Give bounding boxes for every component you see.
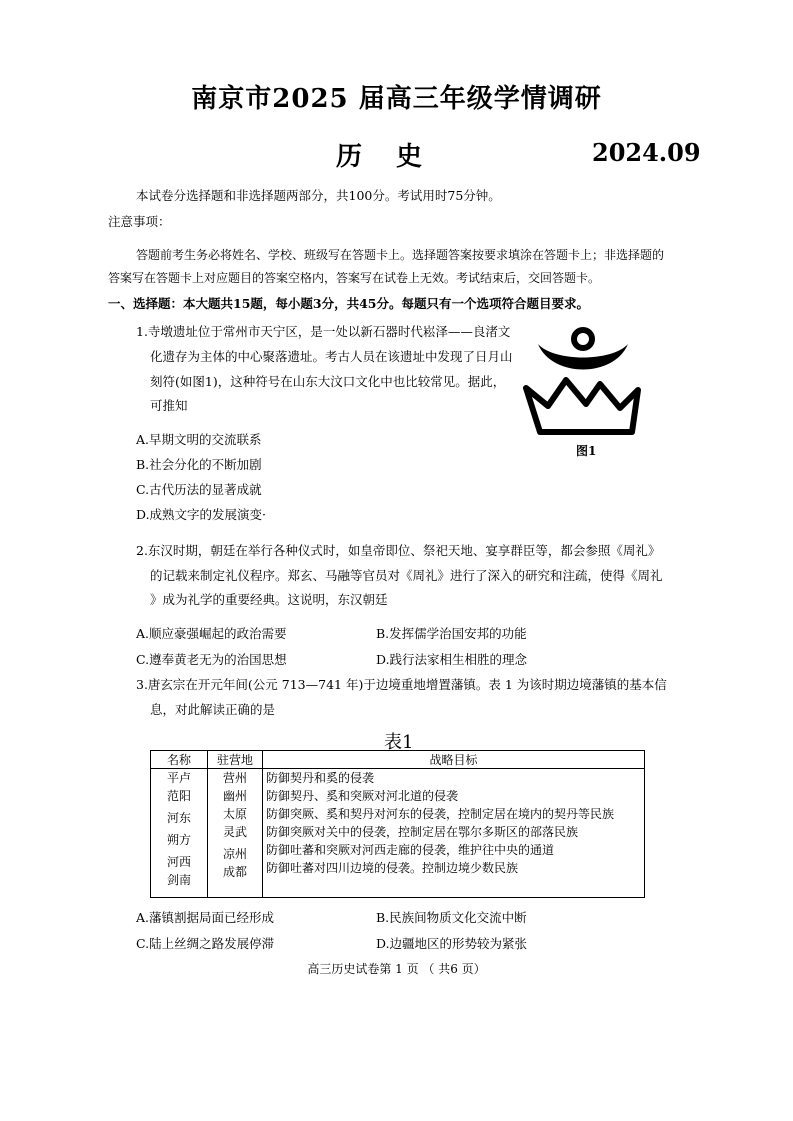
base-item: 成都 <box>222 865 247 879</box>
q3-option-a: A.藩镇割据局面已经形成 <box>136 910 275 925</box>
subject-title: 历史 <box>336 142 457 172</box>
table-header-cell: 战略目标 <box>263 751 645 769</box>
notice-label: 注意事项： <box>108 214 171 229</box>
figure-1-caption: 图1 <box>576 444 597 458</box>
notice-line-2: 答案写在答题卡上对应题目的答案空格内，答案写在试卷上无效。考试结束后，交回答题卡。 <box>108 271 601 285</box>
table-1-title: 表1 <box>384 732 414 753</box>
q3-line-2: 息，对此解读正确的是 <box>150 702 276 717</box>
q1-line-2: 化遗存为主体的中心聚落遗址。考古人员在该遗址中发现了日月山 <box>150 349 513 364</box>
section-heading: 一、选择题：本大题共15题，每小题3分，共45分。每题只有一个选项符合题目要求。 <box>108 296 589 311</box>
table-row <box>151 769 645 898</box>
q2-option-d: D.践行法家相生相胜的理念 <box>376 652 528 667</box>
q3-option-c: C.陆上丝绸之路发展停滞 <box>136 936 275 951</box>
base-item: 营州 <box>222 771 247 785</box>
q1-option-b: B.社会分化的不断加剧 <box>136 457 262 472</box>
goal-item: 防御吐蕃对四川边境的侵袭。控制边境少数民族 <box>266 861 519 875</box>
goal-item: 防御契丹和奚的侵袭 <box>266 771 375 785</box>
name-item: 河西 <box>166 855 191 869</box>
name-item: 范阳 <box>166 789 191 803</box>
q3-option-d: D.边疆地区的形势较为紧张 <box>376 936 528 951</box>
notice-line-1: 答题前考生务必将姓名、学校、班级写在答题卡上。选择题答案按要求填涂在答题卡上；非选择题的 <box>136 248 665 262</box>
table-1 <box>150 750 645 898</box>
names-cell <box>151 769 208 898</box>
q2-line-2: 的记载来制定礼仪程序。郑玄、马融等官员对《周礼》进行了深入的研究和注疏，使得《周礼 <box>150 568 663 583</box>
name-item: 剑南 <box>166 873 191 887</box>
goal-item: 防御契丹、奚和突厥对河北道的侵袭 <box>266 789 459 803</box>
goal-item: 防御突厥、奚和契丹对河东的侵袭，控制定居在境内的契丹等民族 <box>266 807 615 821</box>
q2-option-b: B.发挥儒学治国安邦的功能 <box>376 626 527 641</box>
table-header-cell: 名称 <box>151 751 208 769</box>
q1-line-3: 刻符(如图1)，这种符号在山东大汶口文化中也比较常见。据此， <box>150 374 506 389</box>
q1-option-a: A.早期文明的交流联系 <box>136 432 262 447</box>
name-item: 朔方 <box>166 833 191 847</box>
intro-line: 本试卷分选择题和非选择题两部分，共100分。考试用时75分钟。 <box>136 188 501 203</box>
q3-line-1: 3.唐玄宗在开元年间(公元 713—741 年)于边境重地增置藩镇。表 1 为该时期边境藩镇的基本信 <box>136 677 667 692</box>
base-item: 凉州 <box>222 847 247 861</box>
table-header-row <box>151 751 645 769</box>
q1-option-d: D.成熟文字的发展演变· <box>136 507 267 522</box>
goal-item: 防御突厥对关中的侵袭，控制定居在鄂尔多斯区的部落民族 <box>266 825 579 839</box>
q1-option-c: C.古代历法的显著成就 <box>136 482 262 497</box>
q2-line-1: 2.东汉时期，朝廷在举行各种仪式时，如皇帝即位、祭祀天地、宴享群臣等，都会参照《周礼》 <box>136 543 661 558</box>
q2-option-c: C.遵奉黄老无为的治国思想 <box>136 652 287 667</box>
page-footer: 高三历史试卷第 1 页 （ 共6 页） <box>307 962 486 976</box>
goal-item: 防御吐蕃和突厥对河西走廊的侵袭，维护往中央的通道 <box>266 843 555 857</box>
exam-date: 2024.09 <box>592 138 701 167</box>
q2-option-a: A.顺应豪强崛起的政治需要 <box>136 626 287 641</box>
q1-line-1: 1.寺墩遗址位于常州市天宁区，是一处以新石器时代崧泽——良渚文 <box>136 324 511 339</box>
bases-cell <box>208 769 263 898</box>
name-item: 河东 <box>166 811 191 825</box>
table-header-cell: 驻营地 <box>208 751 263 769</box>
name-item: 平卢 <box>166 771 191 785</box>
base-item: 太原 <box>222 807 247 821</box>
q1-line-4: 可推知 <box>150 398 188 413</box>
page-title: 南京市2025 届高三年级学情调研 <box>191 84 602 114</box>
base-item: 灵武 <box>222 825 247 839</box>
goals-cell <box>263 769 645 898</box>
q2-line-3: 》成为礼学的重要经典。这说明，东汉朝廷 <box>150 592 388 607</box>
sun-moon-mountain-symbol-figure <box>520 322 646 442</box>
base-item: 幽州 <box>222 789 247 803</box>
q3-option-b: B.民族间物质文化交流中断 <box>376 910 527 925</box>
